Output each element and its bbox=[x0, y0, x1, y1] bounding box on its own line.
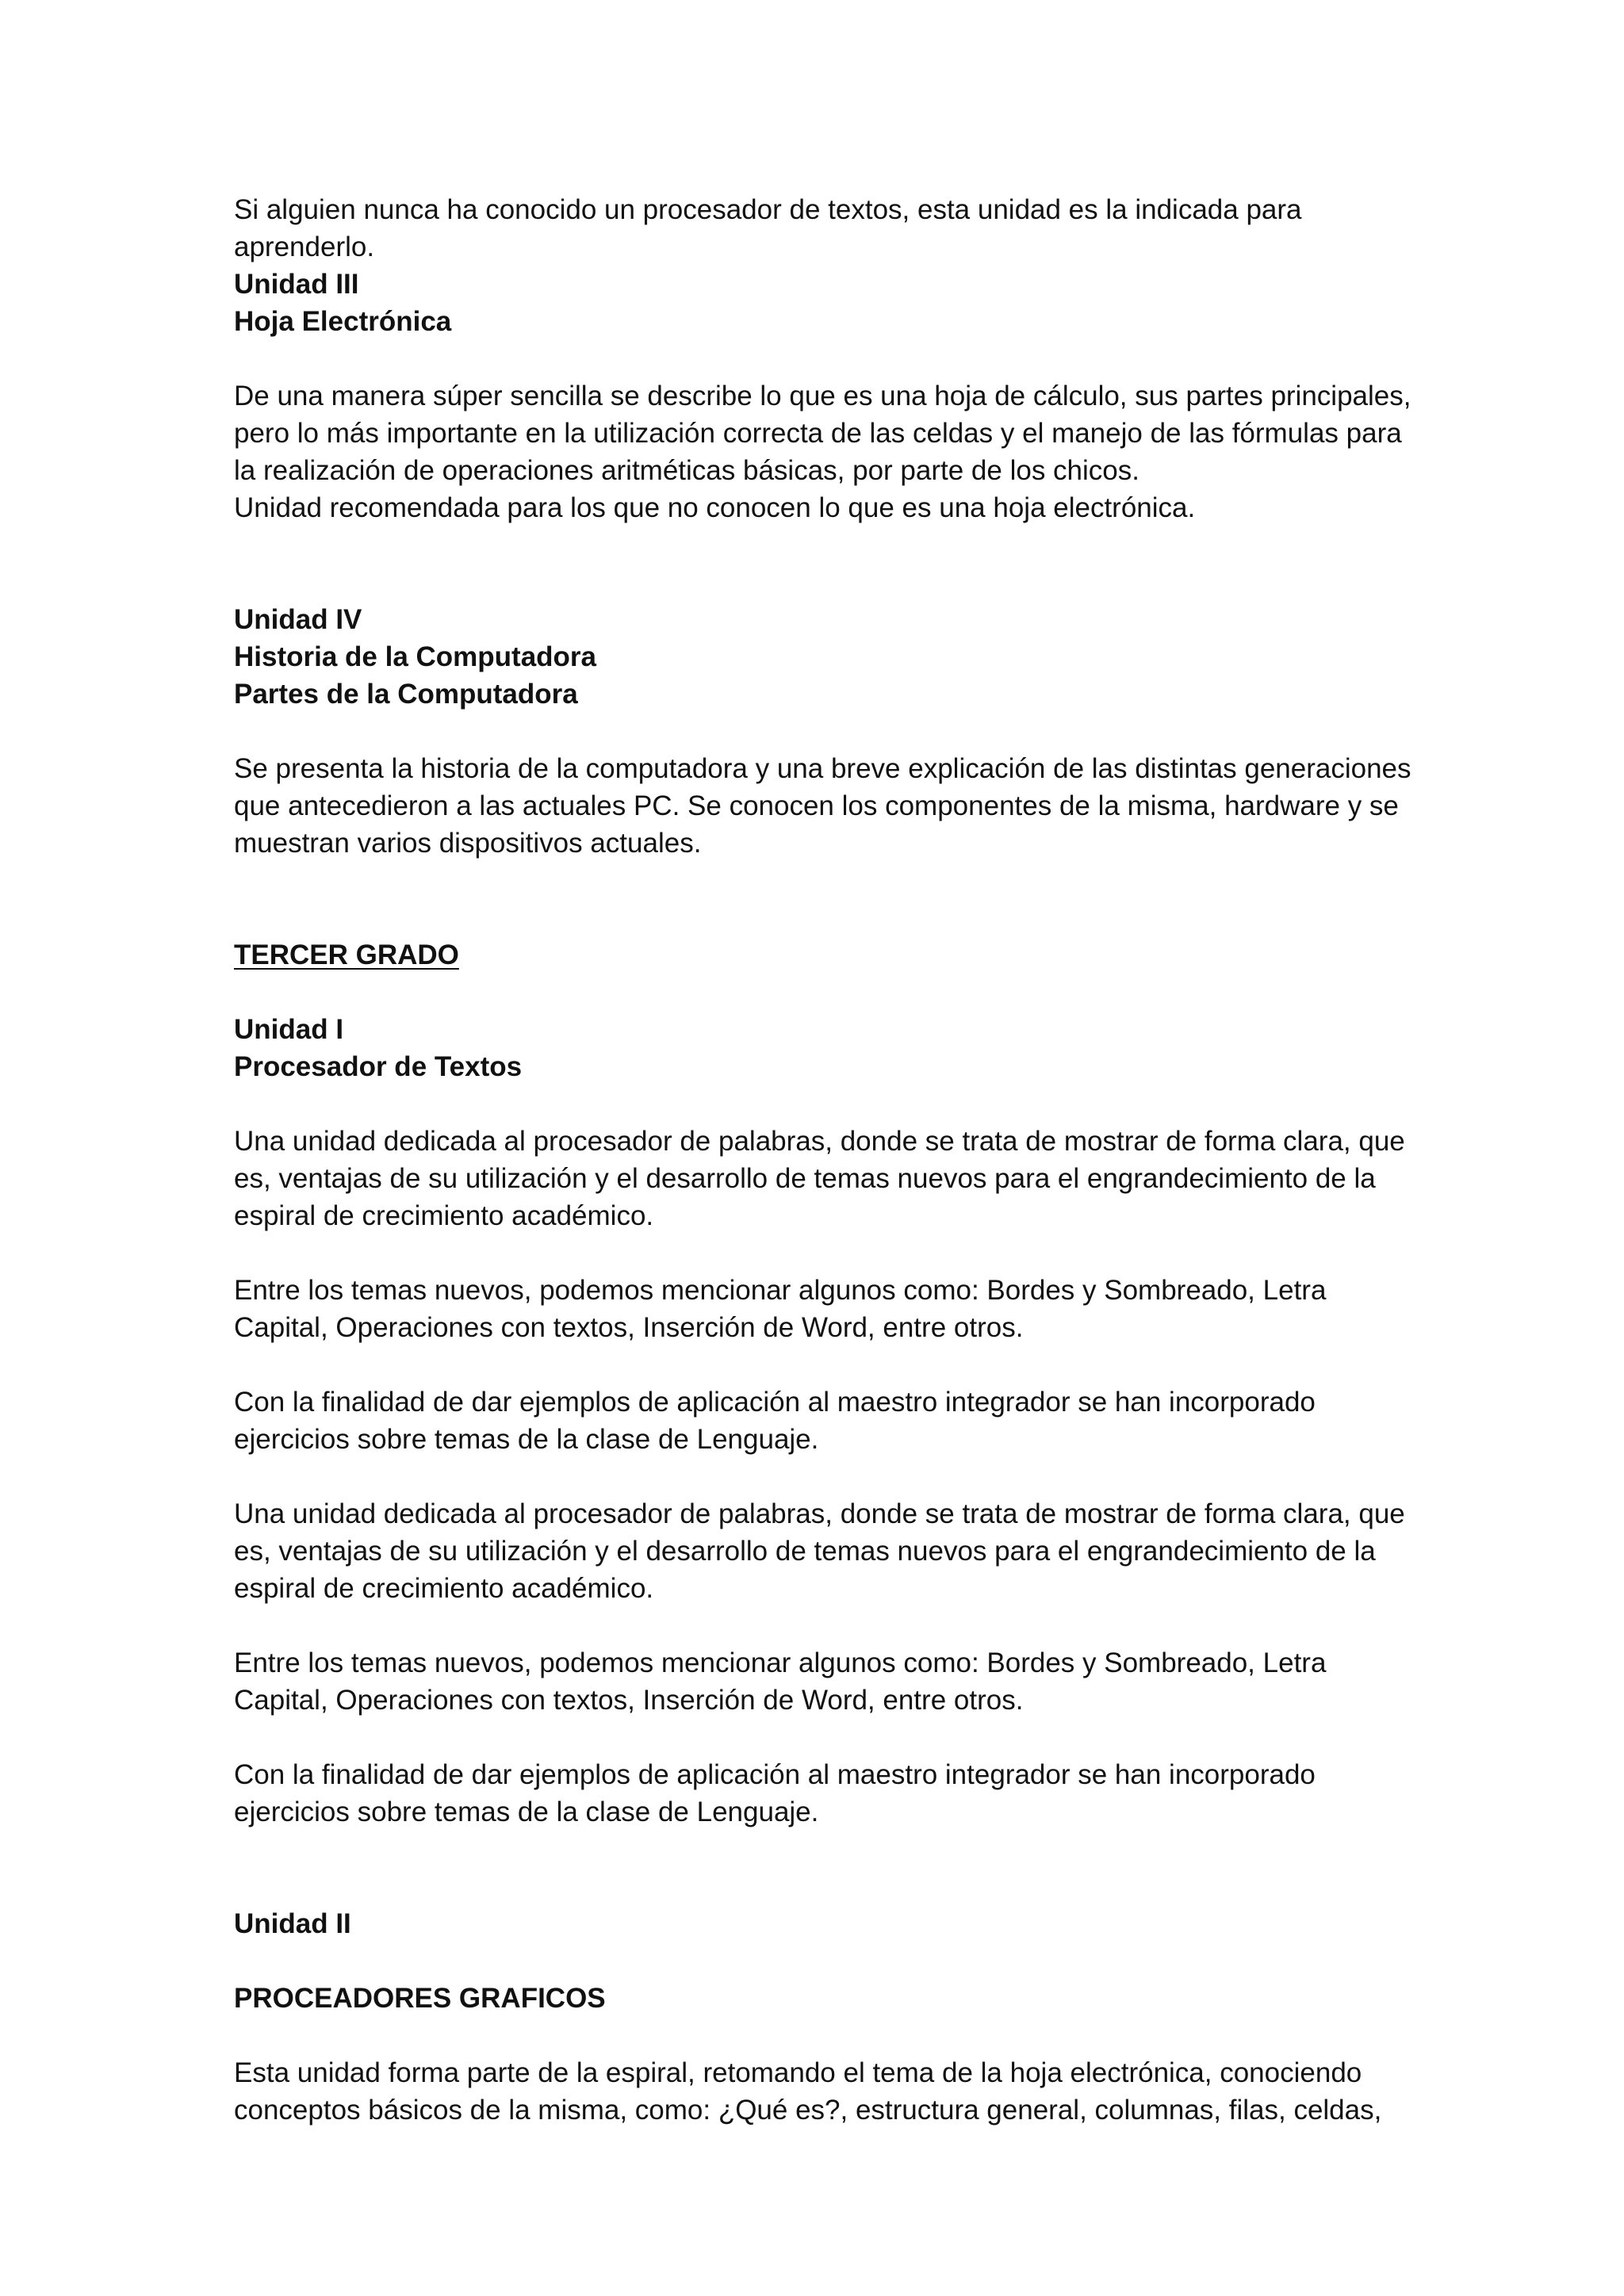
unit-subheading: Procesador de Textos bbox=[234, 1051, 523, 1082]
text-line: muestran varios dispositivos actuales. bbox=[234, 828, 702, 859]
paragraph bbox=[234, 1495, 1423, 1607]
text-line: ejercicios sobre temas de la clase de Lenguaje. bbox=[234, 1797, 819, 1827]
unit-subheading: PROCEADORES GRAFICOS bbox=[234, 1983, 606, 2014]
paragraph bbox=[234, 1272, 1423, 1346]
text-line: Con la finalidad de dar ejemplos de aplicación al maestro integrador se han incorporado bbox=[234, 1387, 1316, 1418]
text-line: ejercicios sobre temas de la clase de Lenguaje. bbox=[234, 1424, 819, 1455]
paragraph bbox=[234, 1123, 1423, 1234]
text-line: es, ventajas de su utilización y el desarrollo de temas nuevos para el engrandecimiento de la bbox=[234, 1163, 1376, 1194]
paragraph bbox=[234, 2054, 1423, 2129]
unit-heading: Unidad III bbox=[234, 269, 359, 300]
text-line: Una unidad dedicada al procesador de palabras, donde se trata de mostrar de forma clara, que bbox=[234, 1126, 1405, 1157]
text-line: Con la finalidad de dar ejemplos de aplicación al maestro integrador se han incorporado bbox=[234, 1759, 1316, 1790]
text-line: Entre los temas nuevos, podemos mencionar algunos como: Bordes y Sombreado, Letra bbox=[234, 1647, 1327, 1678]
unit-subheading: Partes de la Computadora bbox=[234, 679, 578, 710]
text-line: pero lo más importante en la utilización correcta de las celdas y el manejo de las fórmulas para bbox=[234, 418, 1402, 449]
text-line: Capital, Operaciones con textos, Inserción de Word, entre otros. bbox=[234, 1685, 1024, 1716]
text-line: Esta unidad forma parte de la espiral, retomando el tema de la hoja electrónica, conociendo bbox=[234, 2057, 1362, 2088]
text-line: Si alguien nunca ha conocido un procesador de textos, esta unidad es la indicada para bbox=[234, 194, 1302, 225]
paragraph bbox=[234, 1644, 1423, 1719]
text-line: es, ventajas de su utilización y el desarrollo de temas nuevos para el engrandecimiento de la bbox=[234, 1536, 1376, 1567]
text-line: Unidad recomendada para los que no conocen lo que es una hoja electrónica. bbox=[234, 492, 1196, 523]
text-line: la realización de operaciones aritméticas básicas, por parte de los chicos. bbox=[234, 455, 1139, 486]
unit-subheading: Hoja Electrónica bbox=[234, 306, 452, 337]
unit-description bbox=[234, 750, 1423, 862]
text-line: Se presenta la historia de la computadora y una breve explicación de las distintas generaciones bbox=[234, 753, 1411, 784]
text-line: espiral de crecimiento académico. bbox=[234, 1200, 654, 1231]
text-line: De una manera súper sencilla se describe lo que es una hoja de cálculo, sus partes principales, bbox=[234, 381, 1411, 411]
document-page bbox=[234, 191, 1423, 2129]
paragraph bbox=[234, 1383, 1423, 1458]
unit-description bbox=[234, 377, 1423, 526]
unit-heading: Unidad I bbox=[234, 1014, 344, 1045]
text-line: aprenderlo. bbox=[234, 232, 375, 262]
text-line: Entre los temas nuevos, podemos mencionar algunos como: Bordes y Sombreado, Letra bbox=[234, 1275, 1327, 1306]
text-line: que antecedieron a las actuales PC. Se conocen los componentes de la misma, hardware y se bbox=[234, 790, 1399, 821]
text-line: Capital, Operaciones con textos, Inserción de Word, entre otros. bbox=[234, 1312, 1024, 1343]
text-line: espiral de crecimiento académico. bbox=[234, 1573, 654, 1604]
grade-heading: TERCER GRADO bbox=[234, 939, 459, 970]
intro-paragraph bbox=[234, 191, 1423, 266]
paragraph bbox=[234, 1756, 1423, 1831]
text-line: Una unidad dedicada al procesador de palabras, donde se trata de mostrar de forma clara, que bbox=[234, 1498, 1405, 1529]
unit-subheading: Historia de la Computadora bbox=[234, 641, 597, 672]
unit-heading: Unidad II bbox=[234, 1908, 351, 1939]
unit-heading: Unidad IV bbox=[234, 604, 362, 635]
text-line: conceptos básicos de la misma, como: ¿Qué es?, estructura general, columnas, filas, celdas, bbox=[234, 2095, 1382, 2126]
